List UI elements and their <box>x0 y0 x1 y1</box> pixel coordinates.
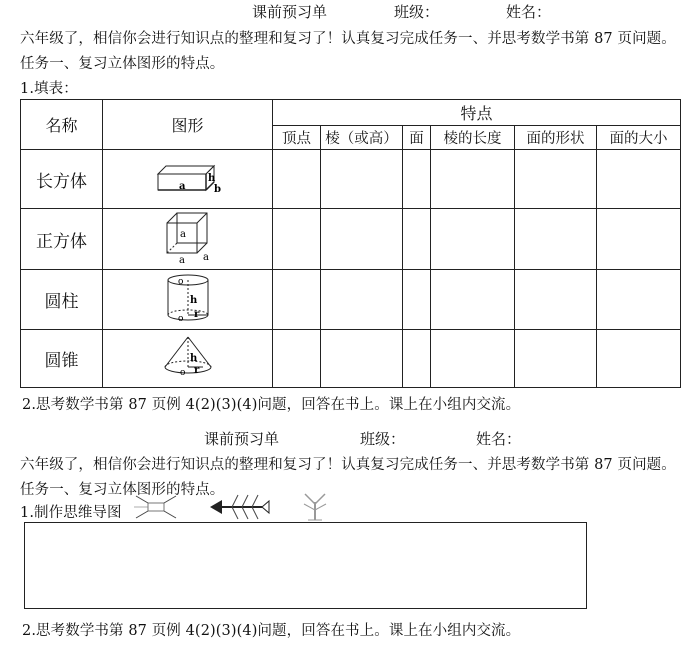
cuboid-figure <box>148 160 228 194</box>
sheet1-q1: 1.填表： <box>20 81 78 97</box>
cuboid-label-a: a <box>178 181 185 192</box>
row-name-cube: 正方体 <box>21 209 103 270</box>
header-features: 特点 <box>273 100 681 126</box>
cone-figure-cell <box>103 330 273 388</box>
subheader-edges: 棱（或高） <box>321 126 403 150</box>
mindmap-answer-box[interactable] <box>24 522 587 609</box>
row-name-cylinder: 圆柱 <box>21 270 103 330</box>
header-name: 名称 <box>21 100 103 150</box>
features-table <box>20 99 681 388</box>
cuboid-figure-cell <box>103 150 273 209</box>
sheet2-q1: 1.制作思维导图 <box>20 505 122 521</box>
mindmap-tree-icon <box>298 490 332 522</box>
sheet1-q2: 2.思考数学书第 87 页例 4(2)(3)(4)问题，回答在书上。课上在小组内交流。 <box>22 397 521 413</box>
cone-label-r: r <box>193 364 199 376</box>
cube-label-1: a <box>179 229 186 240</box>
cuboid-label-h: h <box>207 173 215 184</box>
cone-label-h: h <box>189 352 197 364</box>
subheader-face-size: 面的大小 <box>597 126 681 150</box>
cone-figure <box>153 333 223 381</box>
row-name-cuboid: 长方体 <box>21 150 103 209</box>
table-row <box>21 209 681 270</box>
table-row <box>21 270 681 330</box>
cube-label-2: a <box>178 255 185 265</box>
sheet2-q2: 2.思考数学书第 87 页例 4(2)(3)(4)问题，回答在书上。课上在小组内交流。 <box>22 623 521 639</box>
cylinder-label-o-top: o <box>177 276 183 287</box>
cylinder-label-r: r <box>193 308 199 320</box>
cone-label-o: o <box>179 367 185 378</box>
cylinder-label-o-bottom: o <box>177 313 183 324</box>
cuboid-label-b: b <box>213 184 221 194</box>
cylinder-label-h: h <box>189 294 197 306</box>
sheet2-name-label: 姓名： <box>476 430 522 448</box>
subheader-vertices: 顶点 <box>273 126 321 150</box>
header-shape: 图形 <box>103 100 273 150</box>
table-row <box>21 330 681 388</box>
row-name-cone: 圆锥 <box>21 330 103 388</box>
sheet2-task: 任务一、复习立体图形的特点。 <box>20 482 225 498</box>
table-row <box>21 150 681 209</box>
sheet1-intro: 六年级了，相信你会进行知识点的整理和复习了！认真复习完成任务一、并思考数学书第 87 页问题。 <box>20 31 676 47</box>
sheet2-title: 课前预习单 <box>204 430 280 448</box>
sheet2-class-label: 班级： <box>360 430 406 448</box>
sheet1-name-label: 姓名： <box>506 3 552 21</box>
subheader-edge-length: 棱的长度 <box>431 126 515 150</box>
cube-figure-cell <box>103 209 273 270</box>
subheader-face-shape: 面的形状 <box>515 126 597 150</box>
subheader-faces: 面 <box>403 126 431 150</box>
sheet1-class-label: 班级： <box>394 3 440 21</box>
cube-figure <box>153 209 223 265</box>
cylinder-figure <box>158 271 218 325</box>
sheet1-title: 课前预习单 <box>252 3 328 21</box>
sheet1-task: 任务一、复习立体图形的特点。 <box>20 56 225 72</box>
cube-label-3: a <box>202 252 209 263</box>
sheet2-intro: 六年级了，相信你会进行知识点的整理和复习了！认真复习完成任务一、并思考数学书第 87 页问题。 <box>20 457 676 473</box>
mindmap-fishbone-icon <box>208 492 270 522</box>
cylinder-figure-cell <box>103 270 273 330</box>
mindmap-sample-1-icon <box>132 494 180 520</box>
